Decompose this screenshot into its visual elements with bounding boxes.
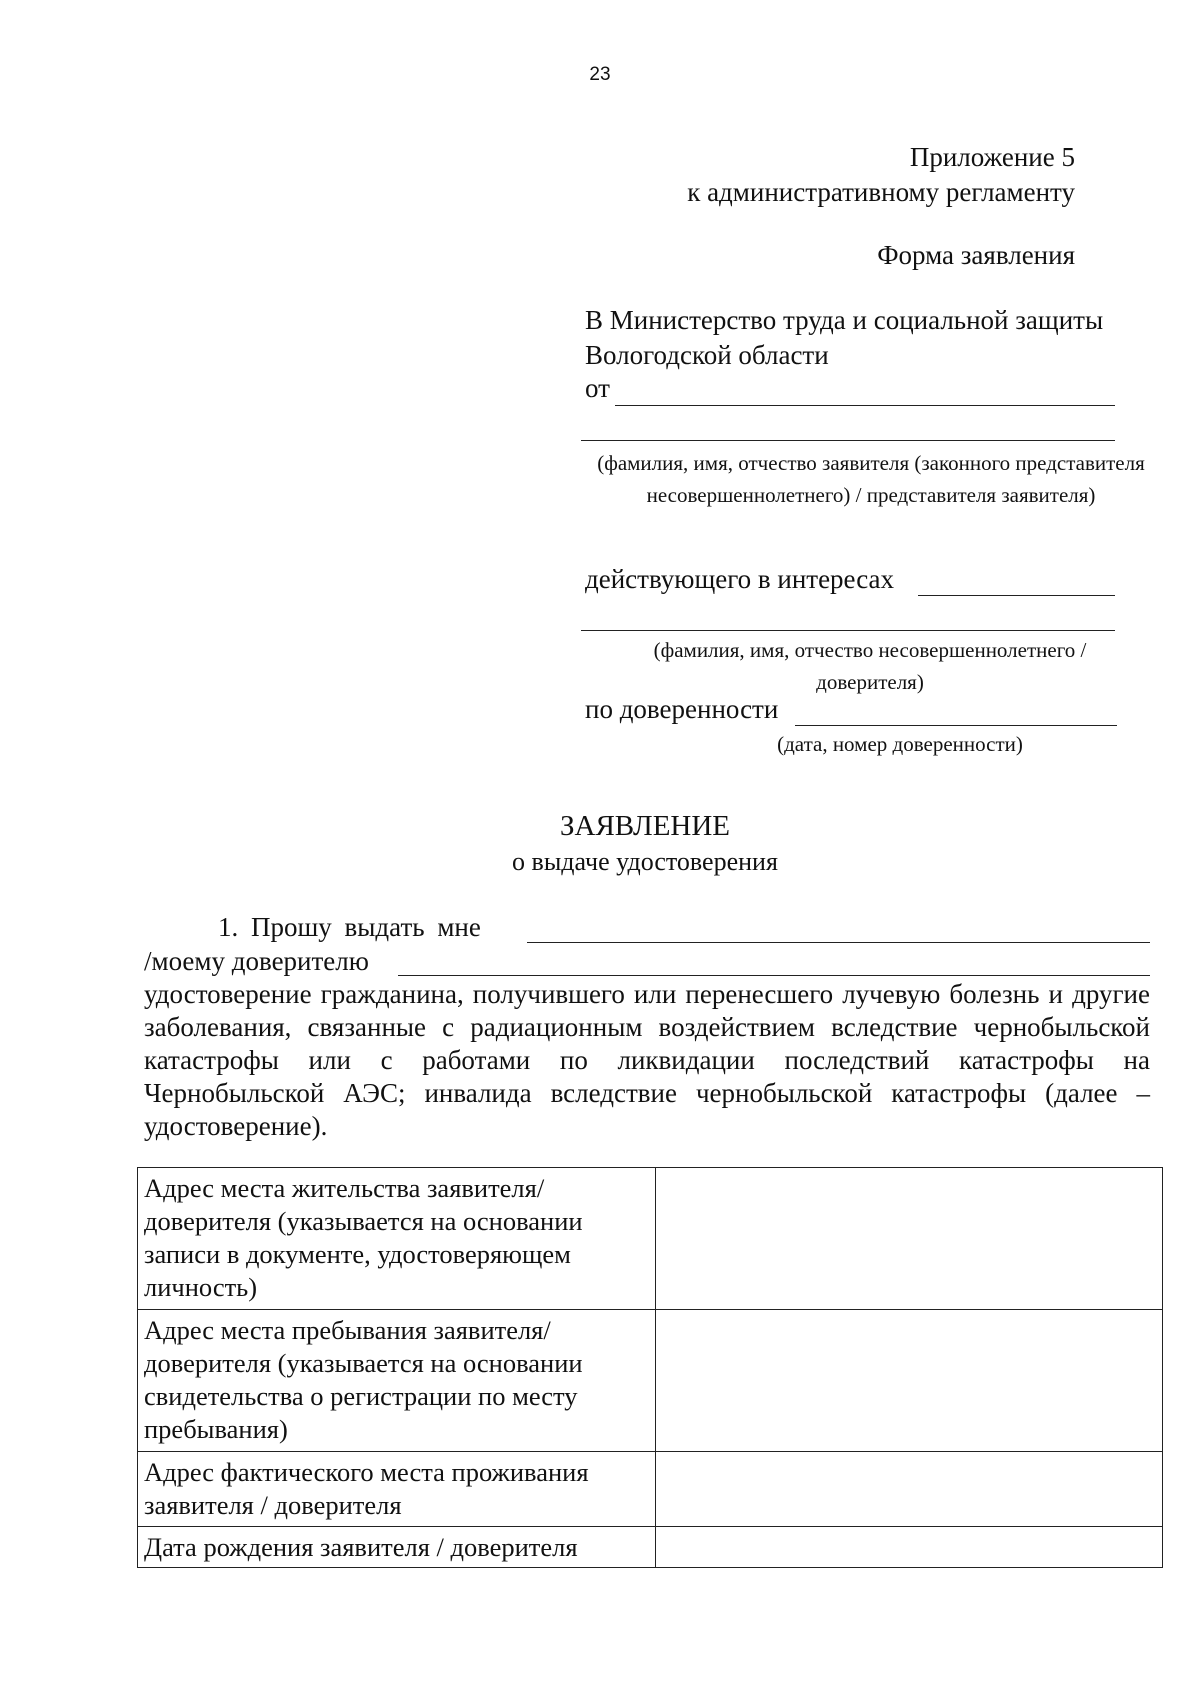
appendix-subtitle: к административному регламенту [687, 177, 1075, 207]
from-name-field[interactable] [615, 405, 1115, 406]
table-row [138, 1168, 1163, 1310]
table-row-label: Адрес места жительства заявителя/ доверителя (указывается на основании записи в документе, удостоверяющем личность) [138, 1168, 656, 1310]
acting-on-behalf-field-continued[interactable] [581, 630, 1115, 631]
request-line-1-label: 1. Прошу выдать мне [218, 912, 481, 942]
table-row-value[interactable] [655, 1168, 1162, 1310]
proxy-label: по доверенности [585, 694, 779, 724]
table-row-value[interactable] [655, 1527, 1162, 1568]
table-row-value[interactable] [655, 1310, 1162, 1452]
applicant-details-table [137, 1167, 1163, 1568]
appendix-title: Приложение 5 [909, 142, 1075, 172]
page-number: 23 [589, 64, 611, 85]
proxy-details-field[interactable] [795, 725, 1117, 726]
trustee-name-field[interactable] [398, 975, 1150, 976]
from-caption: (фамилия, имя, отчество заявителя (законного представителя несовершеннолетнего) / представителя заявителя) [597, 451, 1145, 507]
addressee-line-2: Вологодской области [585, 340, 829, 370]
acting-label: действующего в интересах [585, 564, 895, 594]
request-paragraph: удостоверение гражданина, получившего или перенесшего лучевую болезнь и другие заболевания, связанные с радиационным воздействием вследствие чернобыльской катастрофы или с работами по ликвидации последствий катастрофы на Чернобыльской АЭС; инвалида вследствие чернобыльской катастрофы (далее – удостоверение). [144, 979, 1150, 1141]
from-label: от [585, 373, 610, 403]
document-title: ЗАЯВЛЕНИЕ [559, 810, 731, 842]
table-row-value[interactable] [655, 1452, 1162, 1527]
addressee-line-1: В Министерство труда и социальной защиты [585, 305, 1104, 335]
proxy-caption: (дата, номер доверенности) [777, 732, 1023, 756]
table-row [138, 1527, 1163, 1568]
acting-on-behalf-field[interactable] [918, 595, 1115, 596]
request-line-2-label: /моему доверителю [144, 946, 369, 976]
table-row-label: Адрес фактического места проживания заявителя / доверителя [138, 1452, 656, 1527]
acting-caption: (фамилия, имя, отчество несовершеннолетнего / доверителя) [653, 638, 1087, 694]
request-name-field[interactable] [527, 942, 1150, 943]
table-row-label: Адрес места пребывания заявителя/ доверителя (указывается на основании свидетельства о регистрации по месту пребывания) [138, 1310, 656, 1452]
table-row-label: Дата рождения заявителя / доверителя [138, 1527, 656, 1568]
table-row [138, 1310, 1163, 1452]
from-name-field-continued[interactable] [581, 440, 1115, 441]
form-label: Форма заявления [877, 240, 1075, 270]
document-subtitle: о выдаче удостоверения [512, 847, 778, 876]
table-row [138, 1452, 1163, 1527]
